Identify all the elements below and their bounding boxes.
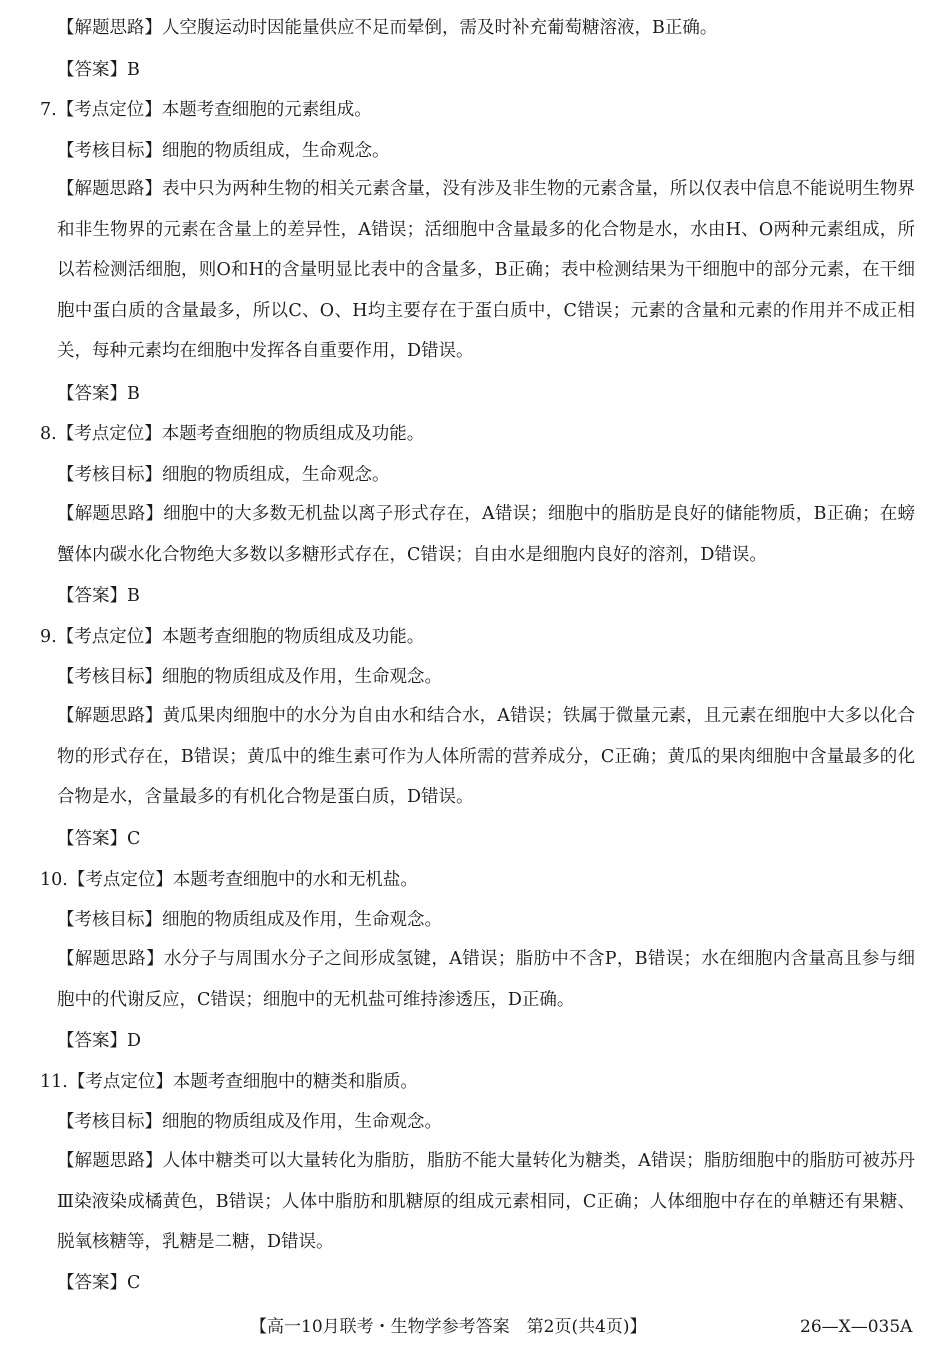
q11-topic: 11.【考点定位】本题考查细胞中的糖类和脂质。 [40,1072,418,1092]
q8-solution: 【解题思路】细胞中的大多数无机盐以离子形式存在，A错误；细胞中的脂肪是良好的储能物质，B正确；在螃蟹体内碳水化合物绝大多数以多糖形式存在，C错误；自由水是细胞内良好的溶剂，D错误。 [57,504,915,565]
q6-solution: 【解题思路】人空腹运动时因能量供应不足而晕倒，需及时补充葡萄糖溶液，B正确。 [57,18,718,38]
q10-solution: 【解题思路】水分子与周围水分子之间形成氢键，A错误；脂肪中不含P，B错误；水在细胞内含量高且参与细胞中的代谢反应，C错误；细胞中的无机盐可维持渗透压，D正确。 [57,949,915,1010]
q11-solution: 【解题思路】人体中糖类可以大量转化为脂肪，脂肪不能大量转化为糖类，A错误；脂肪细胞中的脂肪可被苏丹Ⅲ染液染成橘黄色，B错误；人体中脂肪和肌糖原的组成元素相同，C正确；人体细胞中存在的单糖还有果糖、脱氧核糖等，乳糖是二糖，D错误。 [57,1151,915,1252]
q8-objective: 【考核目标】细胞的物质组成，生命观念。 [57,465,390,485]
q11-answer: 【答案】C [57,1273,141,1293]
q10-objective: 【考核目标】细胞的物质组成及作用，生命观念。 [57,910,442,930]
q10-answer: 【答案】D [57,1031,142,1051]
document-code: 26—X—035A [800,1317,913,1337]
q7-topic: 7.【考点定位】本题考查细胞的元素组成。 [40,100,372,120]
page-footer: 【高一10月联考・生物学参考答案 第2页(共4页)】 [250,1317,647,1337]
q9-objective: 【考核目标】细胞的物质组成及作用，生命观念。 [57,667,442,687]
q9-solution: 【解题思路】黄瓜果肉细胞中的水分为自由水和结合水，A错误；铁属于微量元素，且元素在细胞中大多以化合物的形式存在，B错误；黄瓜中的维生素可作为人体所需的营养成分，C正确；黄瓜的果肉细胞中含量最多的化合物是水，含量最多的有机化合物是蛋白质，D错误。 [57,706,915,807]
q8-answer: 【答案】B [57,586,140,606]
q8-topic: 8.【考点定位】本题考查细胞的物质组成及功能。 [40,424,425,444]
q9-answer: 【答案】C [57,829,141,849]
q11-objective: 【考核目标】细胞的物质组成及作用，生命观念。 [57,1112,442,1132]
q7-objective: 【考核目标】细胞的物质组成，生命观念。 [57,141,390,161]
q6-answer: 【答案】B [57,60,140,80]
q7-solution: 【解题思路】表中只为两种生物的相关元素含量，没有涉及非生物的元素含量，所以仅表中信息不能说明生物界和非生物界的元素在含量上的差异性，A错误；活细胞中含量最多的化合物是水，水由H、O两种元素组成，所以若检测活细胞，则O和H的含量明显比表中的含量多，B正确；表中检测结果为干细胞中的部分元素，在干细胞中蛋白质的含量最多，所以C、O、H均主要存在于蛋白质中，C错误；元素的含量和元素的作用并不成正相关，每种元素均在细胞中发挥各自重要作用，D错误。 [57,179,915,361]
q9-topic: 9.【考点定位】本题考查细胞的物质组成及功能。 [40,627,425,647]
q7-answer: 【答案】B [57,384,140,404]
q10-topic: 10.【考点定位】本题考查细胞中的水和无机盐。 [40,870,418,890]
